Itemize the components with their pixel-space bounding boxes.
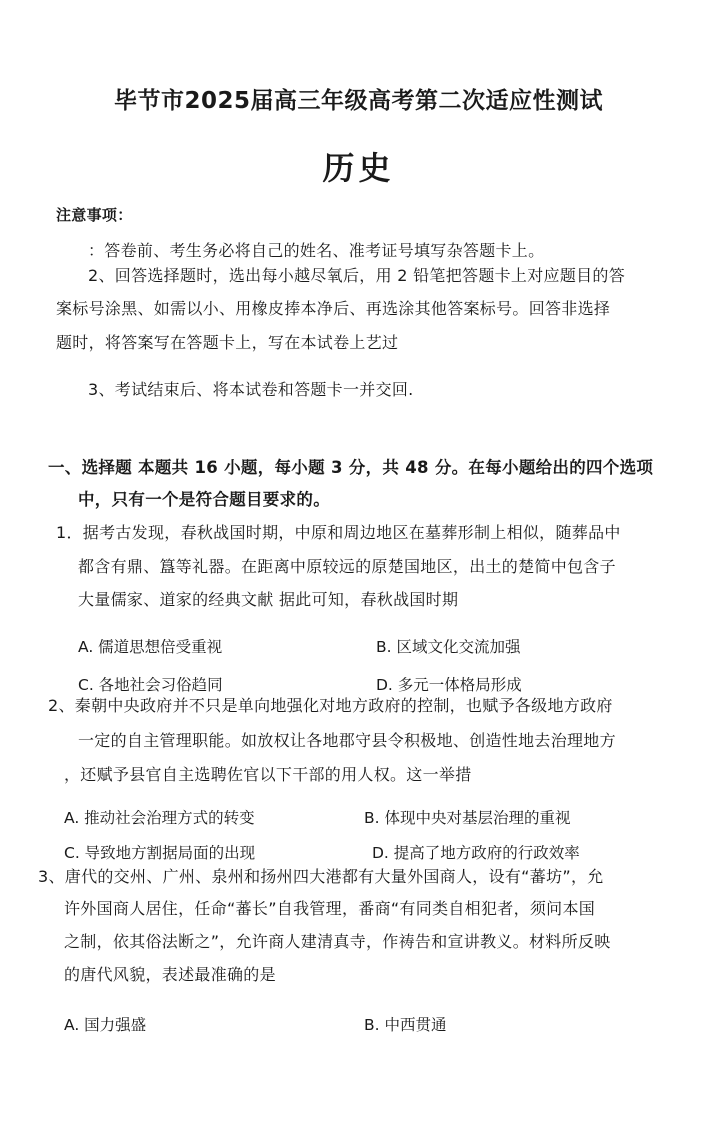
question-1-option-d: D. 多元一体格局形成: [376, 676, 522, 694]
question-2-line: 2、秦朝中央政府并不只是单向地强化对地方政府的控制，也赋予各级地方政府: [48, 696, 613, 715]
question-1-option-b: B. 区域文化交流加强: [376, 638, 521, 656]
question-3-option-a: A. 国力强盛: [64, 1016, 147, 1034]
exam-title: 毕节市2025届高三年级高考第二次适应性测试: [113, 88, 603, 114]
question-2-line: 一定的自主管理职能。如放权让各地郡守县令积极地、创造性地去治理地方: [78, 731, 616, 750]
notes-item-1: ：答卷前、考生务必将自己的姓名、准考证号填写杂答题卡上。: [88, 241, 545, 260]
question-2-option-c: C. 导致地方割据局面的出现: [64, 844, 256, 862]
notes-heading: 注意事项：: [56, 206, 133, 224]
question-3-line: 3、唐代的交州、广州、泉州和扬州四大港都有大量外国商人，设有“蕃坊”，允: [38, 867, 604, 886]
question-3-line: 的唐代风貌，表述最准确的是: [64, 965, 276, 984]
question-2-line: ，还赋予县官自主选聘佐官以下干部的用人权。这一举措: [64, 765, 472, 784]
question-2-option-a: A. 推动社会治理方式的转变: [64, 809, 255, 827]
question-3-line: 之制，依其俗法断之”，允许商人建清真寺，作祷告和宣讲教义。材料所反映: [64, 932, 611, 951]
question-2-option-d: D. 提高了地方政府的行政效率: [372, 844, 580, 862]
question-2-option-b: B. 体现中央对基层治理的重视: [364, 809, 571, 827]
notes-item-2-cont: 案标号涂黑、如需以小、用橡皮捧本净后、再选涂其他答案标号。回答非选择: [56, 299, 611, 318]
section-heading: 一、选择题 本题共 16 小题，每小题 3 分，共 48 分。在每小题给出的四个选项: [48, 458, 654, 477]
question-3-line: 许外国商人居住，任命“蕃长”自我管理，番商“有同类自相犯者，须问本国: [64, 899, 596, 918]
section-heading-cont: 中，只有一个是符合题目要求的。: [78, 490, 330, 509]
notes-item-2: 2、回答选择题时，选出每小越尽氧后，用 2 铅笔把答题卡上对应题目的答: [88, 266, 626, 285]
question-1-line: 大量儒家、道家的经典文献 据此可知，春秋战国时期: [78, 590, 459, 609]
question-1-line: 1．据考古发现，春秋战国时期，中原和周边地区在墓葬形制上相似，随葬品中: [56, 523, 621, 542]
question-3-option-b: B. 中西贯通: [364, 1016, 447, 1034]
question-1-option-a: A. 儒道思想倍受重视: [78, 638, 223, 656]
notes-item-3: 3、考试结束后、将本试卷和答题卡一并交回.: [88, 380, 414, 399]
subject-title: 历史: [322, 149, 395, 187]
question-1-option-c: C. 各地社会习俗趋同: [78, 676, 223, 694]
question-1-line: 都含有鼎、簋等礼器。在距离中原较远的原楚国地区，出土的楚简中包含子: [78, 557, 616, 576]
notes-item-2-cont: 题时，将答案写在答题卡上，写在本试卷上艺过: [56, 333, 399, 352]
